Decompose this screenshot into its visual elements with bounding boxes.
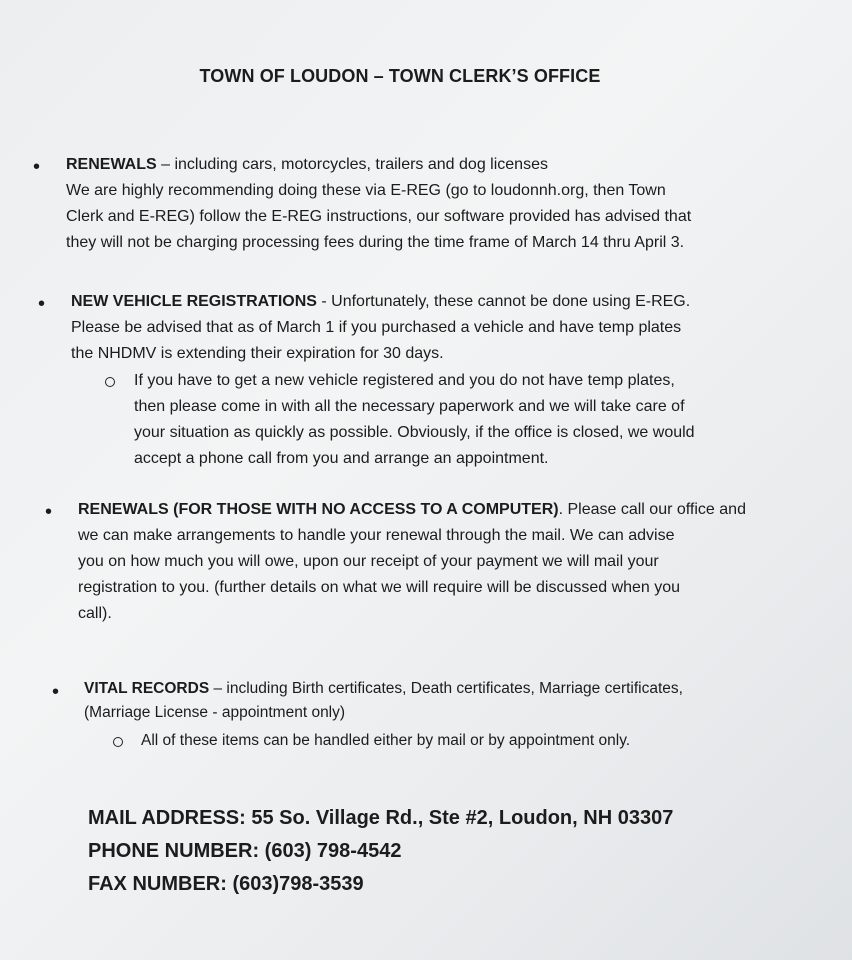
section-vital-records-sub (141, 728, 630, 754)
section-heading: VITAL RECORDS (84, 680, 210, 697)
fax-number: FAX NUMBER: (603)798-3539 (88, 873, 364, 895)
section-text: – including cars, motorcycles, trailers and dog licenses (156, 156, 548, 173)
section-new-vehicle (71, 289, 690, 367)
section-text: Please be advised that as of March 1 if you purchased a vehicle and have temp plates (71, 319, 682, 336)
section-text: (Marriage License - appointment only) (84, 704, 346, 721)
sub-bullet-icon (105, 377, 115, 387)
section-text: they will not be charging processing fees during the time frame of March 14 thru April 3. (66, 234, 685, 251)
bullet-icon: • (52, 681, 60, 703)
section-renewals (66, 152, 691, 256)
section-text: the NHDMV is extending their expiration for 30 days. (71, 345, 444, 362)
section-text: We are highly recommending doing these via E-REG (go to loudonnh.org, then Town (66, 182, 666, 199)
section-new-vehicle-sub (134, 368, 695, 472)
sub-bullet-icon (113, 737, 123, 747)
section-text: Clerk and E-REG) follow the E-REG instructions, our software provided has advised that (66, 208, 692, 225)
section-text: . Please call our office and (558, 501, 746, 518)
section-text: - Unfortunately, these cannot be done using E-REG. (316, 293, 691, 310)
section-text: you on how much you will owe, upon our receipt of your payment we will mail your (78, 553, 659, 570)
section-text: If you have to get a new vehicle registered and you do not have temp plates, (134, 372, 675, 389)
phone-number: PHONE NUMBER: (603) 798-4542 (88, 840, 402, 862)
section-heading: NEW VEHICLE REGISTRATIONS (71, 293, 317, 310)
section-text: accept a phone call from you and arrange an appointment. (134, 450, 549, 467)
bullet-icon: • (38, 293, 46, 315)
section-text: – including Birth certificates, Death certificates, Marriage certificates, (209, 680, 683, 697)
bullet-icon: • (33, 156, 41, 178)
bullet-icon: • (45, 501, 53, 523)
section-text: we can make arrangements to handle your renewal through the mail. We can advise (78, 527, 675, 544)
section-heading: RENEWALS (66, 156, 157, 173)
section-no-computer (78, 497, 746, 627)
section-heading: RENEWALS (FOR THOSE WITH NO ACCESS TO A COMPUTER) (78, 501, 559, 518)
page-title: TOWN OF LOUDON – TOWN CLERK’S OFFICE (199, 66, 601, 86)
section-vital-records (84, 677, 683, 725)
contact-info (88, 802, 673, 901)
section-text: then please come in with all the necessary paperwork and we will take care of (134, 398, 685, 415)
section-text: call). (78, 605, 112, 622)
section-text: your situation as quickly as possible. Obviously, if the office is closed, we would (134, 424, 695, 441)
mail-address: MAIL ADDRESS: 55 So. Village Rd., Ste #2, Loudon, NH 03307 (88, 807, 674, 829)
section-text: registration to you. (further details on what we will require will be discussed when you (78, 579, 681, 596)
section-text: All of these items can be handled either by mail or by appointment only. (141, 732, 631, 749)
